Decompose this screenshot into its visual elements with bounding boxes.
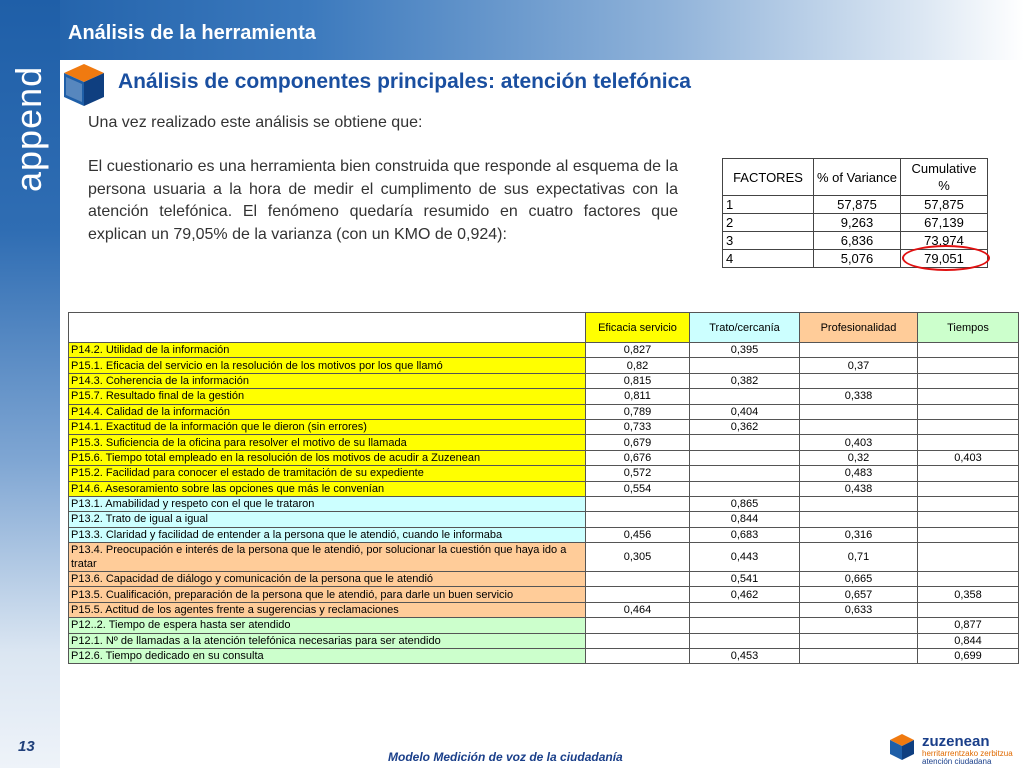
cumulative-header: Cumulative % bbox=[901, 159, 988, 196]
loading-value bbox=[690, 633, 800, 648]
loading-value bbox=[800, 633, 918, 648]
loading-value: 0,403 bbox=[800, 435, 918, 450]
item-label: P13.3. Claridad y facilidad de entender a la persona que le atendió, cuando le informaba bbox=[69, 527, 586, 542]
loading-value bbox=[690, 358, 800, 373]
loading-value: 0,305 bbox=[586, 543, 690, 572]
item-label: P13.1. Amabilidad y respeto con el que le trataron bbox=[69, 496, 586, 511]
loading-value bbox=[918, 527, 1019, 542]
item-label: P14.1. Exactitud de la información que le dieron (sin errores) bbox=[69, 419, 586, 434]
table-row bbox=[69, 587, 1019, 602]
loading-value: 0,827 bbox=[586, 343, 690, 358]
loading-value bbox=[918, 343, 1019, 358]
loading-value bbox=[586, 618, 690, 633]
item-label: P12.1. Nº de llamadas a la atención telefónica necesarias para ser atendido bbox=[69, 633, 586, 648]
sidebar bbox=[0, 0, 60, 768]
factor-number: 2 bbox=[723, 214, 814, 232]
loading-value bbox=[918, 572, 1019, 587]
loading-value: 0,338 bbox=[800, 389, 918, 404]
item-label: P13.4. Preocupación e interés de la persona que le atendió, por solucionar la cuestión que haya ido a tratar bbox=[69, 543, 586, 572]
loading-value: 0,657 bbox=[800, 587, 918, 602]
variance-value: 5,076 bbox=[814, 250, 901, 268]
item-label: P14.2. Utilidad de la información bbox=[69, 343, 586, 358]
loading-value bbox=[918, 512, 1019, 527]
table-row bbox=[69, 404, 1019, 419]
variance-value: 9,263 bbox=[814, 214, 901, 232]
loading-value: 0,665 bbox=[800, 572, 918, 587]
loading-value: 0,71 bbox=[800, 543, 918, 572]
loading-value bbox=[800, 649, 918, 664]
loading-value: 0,362 bbox=[690, 419, 800, 434]
trato-header: Trato/cercanía bbox=[690, 313, 800, 343]
table-row bbox=[69, 419, 1019, 434]
profesionalidad-header: Profesionalidad bbox=[800, 313, 918, 343]
loading-value bbox=[918, 543, 1019, 572]
loading-value: 0,865 bbox=[690, 496, 800, 511]
loading-value bbox=[690, 435, 800, 450]
loading-value: 0,453 bbox=[690, 649, 800, 664]
loading-value: 0,676 bbox=[586, 450, 690, 465]
header-title: Análisis de la herramienta bbox=[68, 22, 316, 44]
loading-value bbox=[918, 389, 1019, 404]
factor-number: 4 bbox=[723, 250, 814, 268]
loading-value: 0,32 bbox=[800, 450, 918, 465]
cumulative-value: 79,051 bbox=[901, 250, 988, 268]
slide-subtitle: Análisis de componentes principales: atención telefónica bbox=[118, 70, 691, 93]
loading-value: 0,811 bbox=[586, 389, 690, 404]
loading-value bbox=[800, 404, 918, 419]
loading-value bbox=[800, 419, 918, 434]
loading-value: 0,683 bbox=[690, 527, 800, 542]
item-label: P15.6. Tiempo total empleado en la resolución de los motivos de acudir a Zuzenean bbox=[69, 450, 586, 465]
variance-value: 57,875 bbox=[814, 196, 901, 214]
table-row bbox=[69, 389, 1019, 404]
item-label: P15.7. Resultado final de la gestión bbox=[69, 389, 586, 404]
loading-value bbox=[918, 404, 1019, 419]
loading-value: 0,572 bbox=[586, 466, 690, 481]
loading-value: 0,404 bbox=[690, 404, 800, 419]
loading-value bbox=[690, 481, 800, 496]
loading-value: 0,789 bbox=[586, 404, 690, 419]
factor-row bbox=[723, 196, 988, 214]
table-row bbox=[69, 481, 1019, 496]
brand-name: zuzenean bbox=[922, 733, 990, 750]
loading-value bbox=[918, 373, 1019, 388]
loading-value bbox=[918, 419, 1019, 434]
page-number: 13 bbox=[18, 738, 35, 755]
item-label: P13.2. Trato de igual a igual bbox=[69, 512, 586, 527]
tiempos-header: Tiempos bbox=[918, 313, 1019, 343]
variance-header: % of Variance bbox=[814, 159, 901, 196]
loading-value: 0,699 bbox=[918, 649, 1019, 664]
table-row bbox=[69, 358, 1019, 373]
item-header bbox=[69, 313, 586, 343]
loading-value: 0,462 bbox=[690, 587, 800, 602]
brand-tagline-es: atención ciudadana bbox=[922, 757, 992, 766]
body-paragraph: El cuestionario es una herramienta bien construida que responde al esquema de la persona usuaria a la hora de medir el cumplimento de sus expectativas con la atención telefónica. El fenómeno quedaría resumido en cuatro factores que explican un 79,05% de la varianza (con un KMO de 0,924): bbox=[88, 158, 678, 243]
loading-value bbox=[918, 481, 1019, 496]
loading-value bbox=[586, 512, 690, 527]
table-row bbox=[69, 435, 1019, 450]
factor-number: 1 bbox=[723, 196, 814, 214]
loading-value: 0,815 bbox=[586, 373, 690, 388]
intro-text: Una vez realizado este análisis se obtiene que: bbox=[88, 114, 423, 131]
loading-value: 0,633 bbox=[800, 602, 918, 617]
loading-value: 0,438 bbox=[800, 481, 918, 496]
loading-value: 0,679 bbox=[586, 435, 690, 450]
item-label: P13.6. Capacidad de diálogo y comunicación de la persona que le atendió bbox=[69, 572, 586, 587]
loading-value bbox=[800, 343, 918, 358]
loading-value bbox=[918, 358, 1019, 373]
item-label: P15.3. Suficiencia de la oficina para resolver el motivo de su llamada bbox=[69, 435, 586, 450]
item-label: P12..2. Tiempo de espera hasta ser atendido bbox=[69, 618, 586, 633]
footer-text: Modelo Medición de voz de la ciudadanía bbox=[388, 750, 623, 764]
table-row bbox=[69, 572, 1019, 587]
loadings-table bbox=[68, 312, 1019, 664]
table-row bbox=[69, 373, 1019, 388]
loading-value bbox=[918, 496, 1019, 511]
variance-value: 6,836 bbox=[814, 232, 901, 250]
zuzenean-cube-icon bbox=[888, 732, 916, 762]
table-row bbox=[69, 618, 1019, 633]
loading-value bbox=[918, 466, 1019, 481]
loading-value: 0,844 bbox=[918, 633, 1019, 648]
table-row bbox=[69, 527, 1019, 542]
table-row bbox=[69, 602, 1019, 617]
brand-tagline-eu: herritarrentzako zerbitzua bbox=[922, 749, 1013, 758]
loading-value bbox=[800, 512, 918, 527]
loading-value bbox=[690, 466, 800, 481]
loading-value: 0,395 bbox=[690, 343, 800, 358]
cumulative-value: 67,139 bbox=[901, 214, 988, 232]
loading-value: 0,877 bbox=[918, 618, 1019, 633]
append-logo: append bbox=[8, 65, 49, 192]
loading-value: 0,541 bbox=[690, 572, 800, 587]
loading-value bbox=[586, 496, 690, 511]
loading-value bbox=[690, 450, 800, 465]
header-bar bbox=[0, 0, 1024, 60]
table-row bbox=[69, 343, 1019, 358]
loading-value: 0,358 bbox=[918, 587, 1019, 602]
loading-value bbox=[586, 587, 690, 602]
cumulative-value: 57,875 bbox=[901, 196, 988, 214]
eficacia-header: Eficacia servicio bbox=[586, 313, 690, 343]
loading-value bbox=[800, 618, 918, 633]
table-row bbox=[69, 496, 1019, 511]
loading-value: 0,456 bbox=[586, 527, 690, 542]
loading-value: 0,382 bbox=[690, 373, 800, 388]
loading-value: 0,37 bbox=[800, 358, 918, 373]
item-label: P14.4. Calidad de la información bbox=[69, 404, 586, 419]
item-label: P14.3. Coherencia de la información bbox=[69, 373, 586, 388]
item-label: P12.6. Tiempo dedicado en su consulta bbox=[69, 649, 586, 664]
loading-value bbox=[918, 435, 1019, 450]
table-row bbox=[69, 512, 1019, 527]
item-label: P15.2. Facilidad para conocer el estado de tramitación de su expediente bbox=[69, 466, 586, 481]
loading-value: 0,403 bbox=[918, 450, 1019, 465]
loading-value bbox=[690, 389, 800, 404]
table-row bbox=[69, 466, 1019, 481]
item-label: P15.1. Eficacia del servicio en la resolución de los motivos por los que llamó bbox=[69, 358, 586, 373]
loading-value bbox=[690, 602, 800, 617]
cumulative-value: 73,974 bbox=[901, 232, 988, 250]
loading-value: 0,316 bbox=[800, 527, 918, 542]
loading-value: 0,82 bbox=[586, 358, 690, 373]
loading-value: 0,483 bbox=[800, 466, 918, 481]
loading-value: 0,844 bbox=[690, 512, 800, 527]
item-label: P14.6. Asesoramiento sobre las opciones que más le convenían bbox=[69, 481, 586, 496]
loading-value: 0,464 bbox=[586, 602, 690, 617]
item-label: P13.5. Cualificación, preparación de la persona que le atendió, para darle un buen servicio bbox=[69, 587, 586, 602]
loading-value bbox=[800, 373, 918, 388]
table-row bbox=[69, 450, 1019, 465]
loading-value bbox=[586, 633, 690, 648]
table-row bbox=[69, 543, 1019, 572]
factor-number: 3 bbox=[723, 232, 814, 250]
loading-value bbox=[586, 572, 690, 587]
loading-value: 0,443 bbox=[690, 543, 800, 572]
highlight-circle bbox=[902, 245, 990, 271]
factor-row bbox=[723, 214, 988, 232]
factors-header: FACTORES bbox=[723, 159, 814, 196]
item-label: P15.5. Actitud de los agentes frente a sugerencias y reclamaciones bbox=[69, 602, 586, 617]
table-row bbox=[69, 633, 1019, 648]
loading-value bbox=[800, 496, 918, 511]
table-row bbox=[69, 649, 1019, 664]
cube-icon bbox=[60, 60, 108, 110]
loading-value: 0,733 bbox=[586, 419, 690, 434]
loading-value bbox=[586, 649, 690, 664]
loading-value bbox=[690, 618, 800, 633]
loading-value bbox=[918, 602, 1019, 617]
loading-value: 0,554 bbox=[586, 481, 690, 496]
